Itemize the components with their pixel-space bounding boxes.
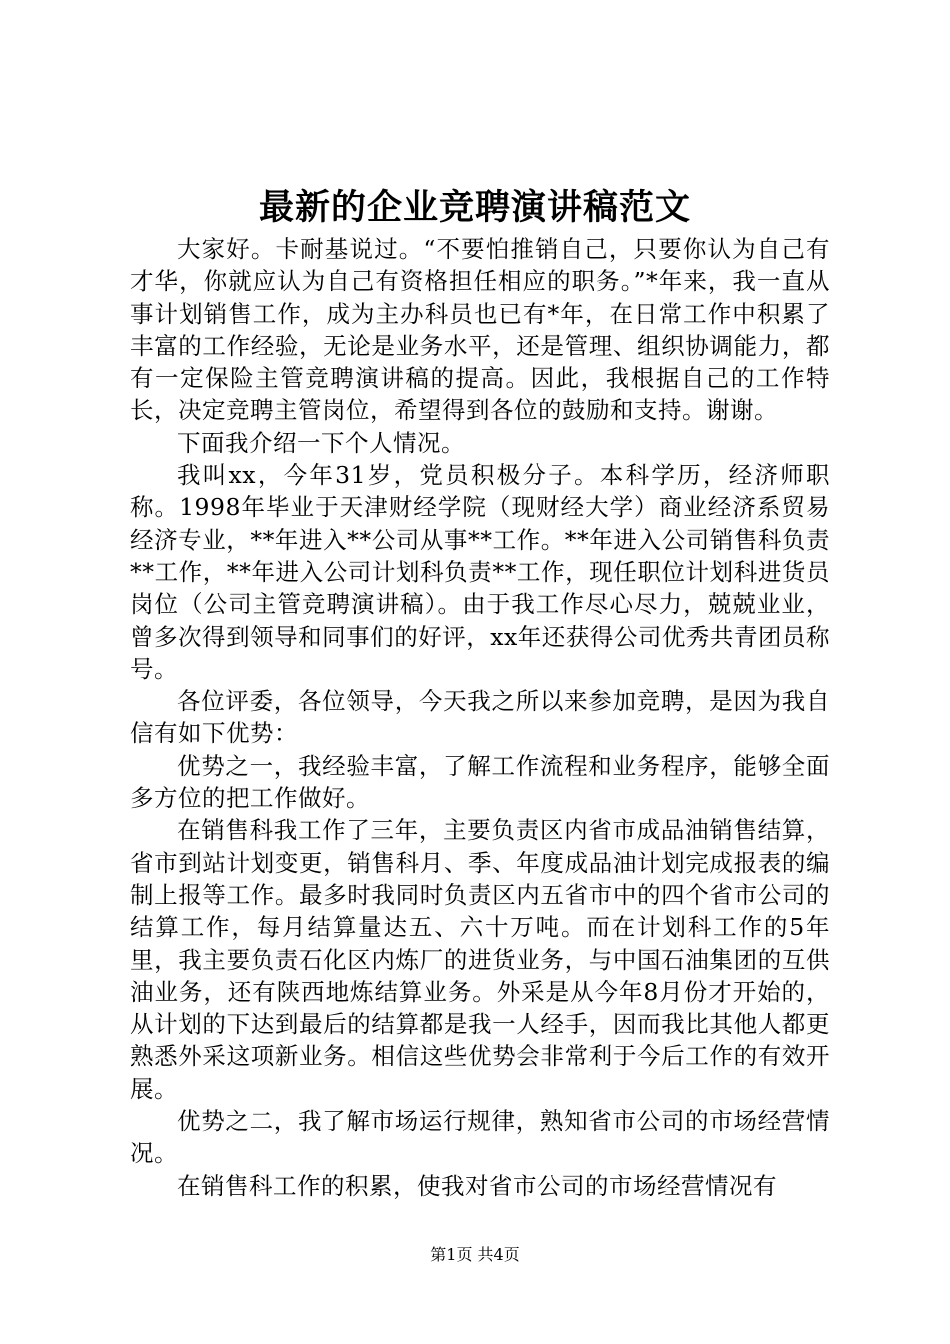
- document-body: [130, 233, 830, 1202]
- paragraph-advantage-one: 优势之一，我经验丰富，了解工作流程和业务程序，能够全面多方位的把工作做好。: [130, 751, 830, 813]
- paragraph-sales-experience: 在销售科我工作了三年，主要负责区内省市成品油销售结算，省市到站计划变更，销售科月、季、年度成品油计划完成报表的编制上报等工作。最多时我同时负责区内五省市中的四个省市公司的结算工作，每月结算量达五、六十万吨。而在计划科工作的5年里，我主要负责石化区内炼厂的进货业务，与中国石油集团的互供油业务，还有陕西地炼结算业务。外采是从今年8月份才开始的，从计划的下达到最后的结算都是我一人经手，因而我比其他人都更熟悉外采这项新业务。相信这些优势会非常利于今后工作的有效开展。: [130, 816, 830, 1103]
- paragraph-advantages-lead: 各位评委，各位领导，今天我之所以来参加竞聘，是因为我自信有如下优势：: [130, 687, 830, 748]
- paragraph-personal-info: 我叫xx，今年31岁，党员积极分子。本科学历，经济师职称。1998年毕业于天津财经学院（现财经大学）商业经济系贸易经济专业，**年进入**公司从事**工作。**年进入公司销售科负责**工作，**年进入公司计划科负责**工作，现任职位计划科进货员岗位（公司主管竞聘演讲稿）。由于我工作尽心尽力，兢兢业业，曾多次得到领导和同事们的好评，xx年还获得公司优秀共青团员称号。: [130, 461, 830, 683]
- paragraph-advantage-two: 优势之二，我了解市场运行规律，熟知省市公司的市场经营情况。: [130, 1107, 830, 1168]
- paragraph-intro: 下面我介绍一下个人情况。: [177, 428, 465, 457]
- paragraph-greeting: 大家好。卡耐基说过。“不要怕推销自己，只要你认为自己有才华，你就应认为自己有资格担任相应的职务。”*年来，我一直从事计划销售工作，成为主办科员也已有*年，在日常工作中积累了丰富的工作经验，无论是业务水平，还是管理、组织协调能力，都有一定保险主管竞聘演讲稿的提高。因此，我根据自己的工作特长，决定竞聘主管岗位，希望得到各位的鼓励和支持。谢谢。: [130, 235, 830, 425]
- paragraph-market-knowledge: 在销售科工作的积累，使我对省市公司的市场经营情况有: [177, 1171, 777, 1200]
- page-footer: 第1页 共4页: [430, 1245, 520, 1264]
- document-title: 最新的企业竞聘演讲稿范文: [258, 187, 691, 228]
